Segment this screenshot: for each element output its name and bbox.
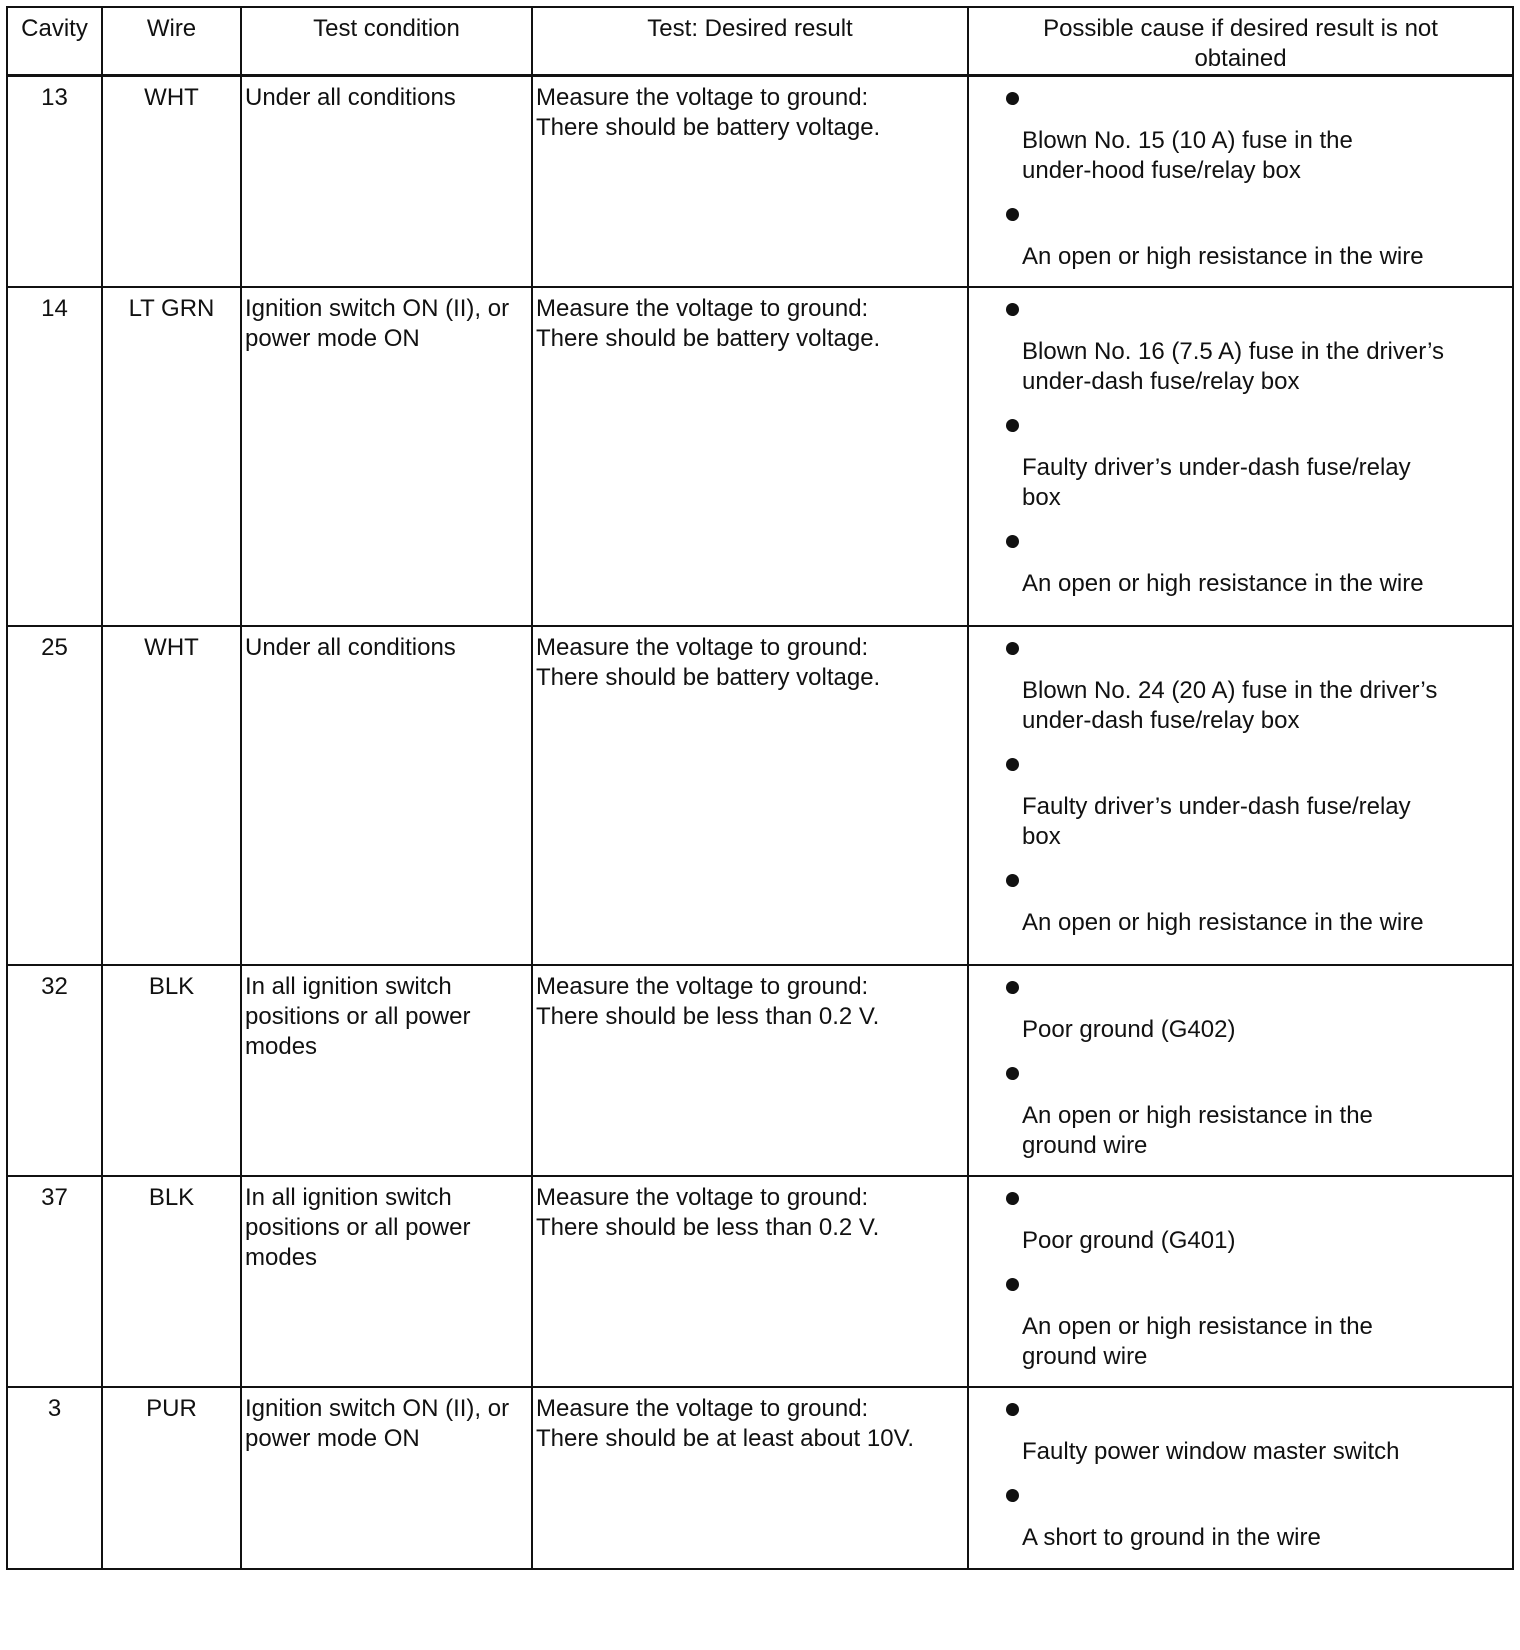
- cause-line: Blown No. 16 (7.5 A) fuse in the driver’s: [1022, 337, 1444, 365]
- bullet-icon: [1006, 92, 1019, 105]
- desired-result-cell: [532, 1176, 968, 1387]
- test-condition-line: Ignition switch ON (II), or: [245, 294, 510, 322]
- cause-line: An open or high resistance in the: [1022, 1101, 1373, 1129]
- possible-cause-cell: [968, 287, 1513, 626]
- cause-text: [1022, 453, 1512, 513]
- cause-line: Blown No. 15 (10 A) fuse in the: [1022, 127, 1353, 154]
- cause-text: [1022, 1015, 1512, 1045]
- possible-cause-cell: [968, 76, 1513, 287]
- cause-line: Faulty driver’s under-dash fuse/relay: [1022, 792, 1411, 820]
- wire-cell: WHT: [102, 626, 241, 965]
- cavity-cell: 32: [7, 965, 102, 1176]
- desired-result-line: There should be at least about 10V.: [536, 1424, 915, 1452]
- header-cause-line: Possible cause if desired result is not: [1043, 15, 1438, 42]
- cause-line: An open or high resistance in the wire: [1022, 243, 1424, 270]
- wire-cell: BLK: [102, 1176, 241, 1387]
- cause-line: An open or high resistance in the wire: [1022, 569, 1424, 597]
- cause-text: [1022, 1226, 1512, 1256]
- test-condition-line: modes: [245, 1032, 318, 1060]
- wire-cell: BLK: [102, 965, 241, 1176]
- bullet-icon: [1006, 1278, 1019, 1291]
- test-condition-cell: [241, 76, 532, 287]
- test-condition-line: power mode ON: [245, 324, 420, 352]
- cause-list: [969, 1192, 1512, 1372]
- bullet-icon: [1006, 419, 1019, 432]
- cause-text: [1022, 676, 1512, 736]
- list-item: [987, 92, 1512, 186]
- bullet-icon: [1006, 981, 1019, 994]
- header-desired-result: Test: Desired result: [532, 7, 968, 76]
- desired-result-line: There should be battery voltage.: [536, 324, 881, 352]
- cause-list: [969, 1403, 1512, 1553]
- cause-line: ground wire: [1022, 1131, 1148, 1159]
- cavity-cell: 37: [7, 1176, 102, 1387]
- test-condition-line: positions or all power: [245, 1002, 471, 1030]
- cause-line: Poor ground (G402): [1022, 1015, 1236, 1043]
- cavity-cell: 14: [7, 287, 102, 626]
- cause-line: A short to ground in the wire: [1022, 1523, 1321, 1551]
- cause-line: ground wire: [1022, 1342, 1148, 1370]
- cause-line: An open or high resistance in the: [1022, 1312, 1373, 1340]
- cause-line: An open or high resistance in the wire: [1022, 908, 1424, 936]
- desired-result-line: There should be less than 0.2 V.: [536, 1213, 880, 1241]
- possible-cause-cell: [968, 626, 1513, 965]
- wire-cell: LT GRN: [102, 287, 241, 626]
- header-test-condition: Test condition: [241, 7, 532, 76]
- list-item: [987, 419, 1512, 513]
- list-item: [987, 874, 1512, 938]
- bullet-icon: [1006, 303, 1019, 316]
- list-item: [987, 642, 1512, 736]
- desired-result-line: Measure the voltage to ground:: [536, 1183, 869, 1211]
- list-item: [987, 1278, 1512, 1372]
- header-wire: Wire: [102, 7, 241, 76]
- test-condition-line: In all ignition switch: [245, 972, 452, 1000]
- desired-result-line: Measure the voltage to ground:: [536, 1394, 869, 1422]
- cause-line: Poor ground (G401): [1022, 1226, 1236, 1254]
- test-condition-line: Ignition switch ON (II), or: [245, 1394, 510, 1422]
- table-row: [7, 965, 1513, 1176]
- test-condition-line: Under all conditions: [245, 633, 456, 661]
- bullet-icon: [1006, 1192, 1019, 1205]
- bullet-icon: [1006, 208, 1019, 221]
- desired-result-cell: [532, 965, 968, 1176]
- header-possible-cause: [968, 7, 1513, 76]
- desired-result-line: Measure the voltage to ground:: [536, 84, 869, 111]
- table-row: [7, 1387, 1513, 1569]
- cavity-cell: 3: [7, 1387, 102, 1569]
- test-condition-line: modes: [245, 1243, 318, 1271]
- cause-text: [1022, 126, 1512, 186]
- test-condition-cell: [241, 626, 532, 965]
- cause-text: [1022, 1437, 1512, 1467]
- desired-result-line: There should be less than 0.2 V.: [536, 1002, 880, 1030]
- list-item: [987, 303, 1512, 397]
- test-condition-cell: [241, 1387, 532, 1569]
- header-row: [7, 7, 1513, 76]
- table-row: [7, 1176, 1513, 1387]
- cause-line: box: [1022, 483, 1061, 511]
- bullet-icon: [1006, 642, 1019, 655]
- desired-result-line: Measure the voltage to ground:: [536, 972, 869, 1000]
- test-condition-cell: [241, 287, 532, 626]
- cause-list: [969, 981, 1512, 1161]
- desired-result-line: Measure the voltage to ground:: [536, 294, 869, 322]
- desired-result-cell: [532, 287, 968, 626]
- table-row: [7, 626, 1513, 965]
- cause-text: [1022, 1523, 1512, 1553]
- wire-cell: WHT: [102, 76, 241, 287]
- desired-result-cell: [532, 76, 968, 287]
- desired-result-line: There should be battery voltage.: [536, 114, 881, 141]
- test-condition-line: Under all conditions: [245, 84, 456, 111]
- list-item: [987, 1489, 1512, 1553]
- test-condition-line: positions or all power: [245, 1213, 471, 1241]
- bullet-icon: [1006, 1489, 1019, 1502]
- cause-text: [1022, 1101, 1512, 1161]
- desired-result-line: Measure the voltage to ground:: [536, 633, 869, 661]
- cause-line: Faulty power window master switch: [1022, 1437, 1400, 1465]
- test-condition-line: power mode ON: [245, 1424, 420, 1452]
- bullet-icon: [1006, 874, 1019, 887]
- test-condition-cell: [241, 1176, 532, 1387]
- table-row: [7, 76, 1513, 287]
- list-item: [987, 758, 1512, 852]
- cavity-cell: 13: [7, 76, 102, 287]
- cause-line: Faulty driver’s under-dash fuse/relay: [1022, 453, 1411, 481]
- bullet-icon: [1006, 758, 1019, 771]
- cause-text: [1022, 337, 1512, 397]
- cavity-cell: 25: [7, 626, 102, 965]
- test-condition-line: In all ignition switch: [245, 1183, 452, 1211]
- possible-cause-cell: [968, 1176, 1513, 1387]
- cause-text: [1022, 569, 1512, 599]
- cause-text: [1022, 242, 1512, 272]
- table-row: [7, 287, 1513, 626]
- list-item: [987, 1403, 1512, 1467]
- list-item: [987, 1192, 1512, 1256]
- cause-line: box: [1022, 822, 1061, 850]
- cause-line: under-dash fuse/relay box: [1022, 706, 1300, 734]
- cause-text: [1022, 908, 1512, 938]
- bullet-icon: [1006, 1403, 1019, 1416]
- list-item: [987, 981, 1512, 1045]
- desired-result-cell: [532, 1387, 968, 1569]
- cause-text: [1022, 1312, 1512, 1372]
- desired-result-cell: [532, 626, 968, 965]
- bullet-icon: [1006, 535, 1019, 548]
- cause-list: [969, 303, 1512, 599]
- possible-cause-cell: [968, 1387, 1513, 1569]
- bullet-icon: [1006, 1067, 1019, 1080]
- cause-list: [969, 642, 1512, 938]
- cause-line: under-dash fuse/relay box: [1022, 367, 1300, 395]
- header-cause-line: obtained: [1194, 45, 1287, 72]
- desired-result-line: There should be battery voltage.: [536, 663, 881, 691]
- cause-line: under-hood fuse/relay box: [1022, 157, 1301, 184]
- wire-cell: PUR: [102, 1387, 241, 1569]
- cause-line: Blown No. 24 (20 A) fuse in the driver’s: [1022, 676, 1438, 704]
- list-item: [987, 208, 1512, 272]
- header-cavity: Cavity: [7, 7, 102, 76]
- cause-text: [1022, 792, 1512, 852]
- possible-cause-cell: [968, 965, 1513, 1176]
- list-item: [987, 535, 1512, 599]
- test-condition-cell: [241, 965, 532, 1176]
- list-item: [987, 1067, 1512, 1161]
- cause-list: [969, 92, 1512, 272]
- diagnostic-table: [6, 6, 1514, 1570]
